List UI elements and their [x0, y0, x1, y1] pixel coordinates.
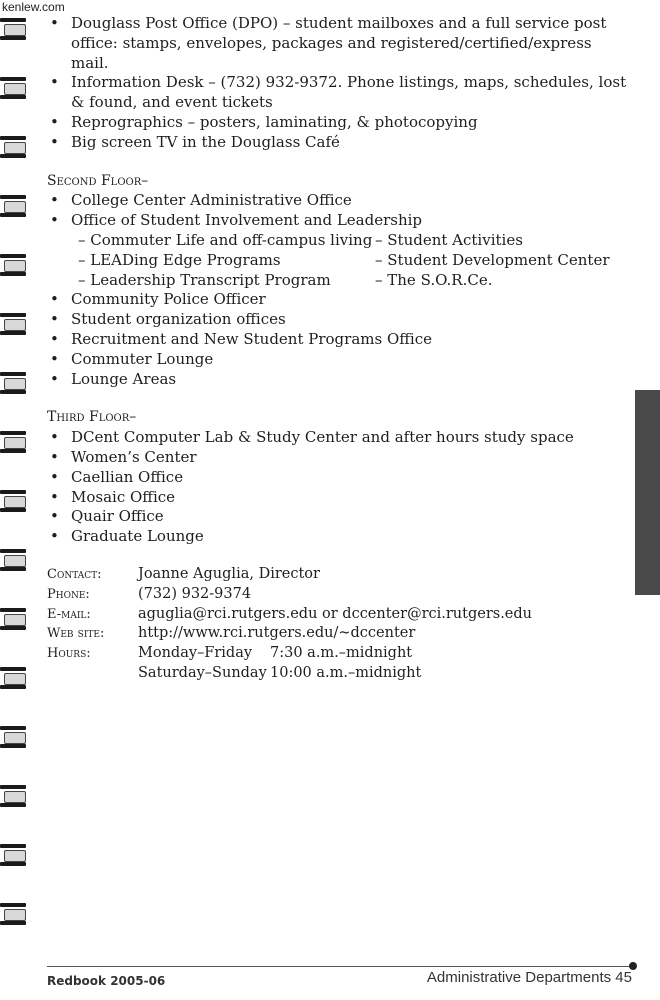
binding-coil: [0, 18, 28, 40]
list-item: • Lounge Areas: [47, 370, 627, 390]
binding-coil: [0, 549, 28, 571]
list-item: • Recruitment and New Student Programs Office: [47, 330, 627, 350]
email-value: aguglia@rci.rutgers.edu or dccenter@rci.rutgers.edu: [138, 605, 533, 622]
list-item: • Graduate Lounge: [47, 527, 627, 547]
binding-coil: [0, 844, 28, 866]
list-item: • Community Police Officer: [47, 290, 627, 310]
section-tab: [635, 390, 660, 595]
intro-list: [47, 14, 627, 153]
list-item: • Douglass Post Office (DPO) – student mailboxes and a full service post office: stamps, envelopes, packages and registered/certified/express mail.: [47, 14, 627, 73]
second-floor-list-continued: [47, 290, 627, 389]
footer-publication: Redbook 2005-06: [47, 974, 166, 988]
binding-coil: [0, 254, 28, 276]
list-item: • Student organization offices: [47, 310, 627, 330]
sub-item: – Commuter Life and off-campus living: [78, 230, 373, 249]
list-item: • Office of Student Involvement and Leadership: [47, 211, 627, 231]
hours-days: Saturday–Sunday: [138, 664, 267, 681]
watermark: kenlew.com: [2, 0, 65, 14]
list-item: • Big screen TV in the Douglass Café: [47, 133, 627, 153]
hours-label: Hours:: [47, 646, 91, 662]
list-item: • College Center Administrative Office: [47, 191, 627, 211]
sub-item: – Student Development Center: [375, 250, 610, 269]
page-content: [47, 14, 627, 684]
binding-coil: [0, 136, 28, 158]
binding-coil: [0, 490, 28, 512]
sub-item: – Student Activities: [375, 230, 523, 249]
binding-coil: [0, 313, 28, 335]
contact-value: Joanne Aguglia, Director: [138, 565, 320, 582]
binding-coil: [0, 431, 28, 453]
binding-coil: [0, 195, 28, 217]
web-label: Web site:: [47, 626, 105, 642]
binding-coil: [0, 726, 28, 748]
binding-coil: [0, 77, 28, 99]
phone-label: Phone:: [47, 586, 90, 602]
footer-rule: [47, 966, 632, 967]
list-item: • Women’s Center: [47, 448, 627, 468]
contact-label: Contact:: [47, 566, 102, 582]
third-floor-list: [47, 428, 627, 547]
binding-coil: [0, 608, 28, 630]
sub-item: – The S.O.R.Ce.: [375, 270, 493, 289]
spiral-binding: [0, 8, 32, 958]
list-item: • Information Desk – (732) 932-9372. Phone listings, maps, schedules, lost & found, and event tickets: [47, 73, 627, 113]
web-value: http://www.rci.rutgers.edu/~dccenter: [138, 625, 416, 642]
phone-value: (732) 932-9374: [138, 585, 252, 602]
list-item: • DCent Computer Lab & Study Center and after hours study space: [47, 428, 627, 448]
contact-block: [47, 565, 627, 684]
binding-coil: [0, 372, 28, 394]
list-item: • Caellian Office: [47, 468, 627, 488]
sub-item: – Leadership Transcript Program: [78, 270, 331, 289]
hours-time: 7:30 a.m.–midnight: [270, 645, 413, 662]
sub-item: – LEADing Edge Programs: [78, 250, 281, 269]
binding-coil: [0, 903, 28, 925]
hours-days: Monday–Friday: [138, 645, 253, 662]
third-floor-heading: Third Floor–: [47, 409, 137, 426]
footer-page-label: Administrative Departments 45: [426, 969, 632, 986]
list-item: • Mosaic Office: [47, 488, 627, 508]
list-item: • Reprographics – posters, laminating, & photocopying: [47, 113, 627, 133]
list-item: • Commuter Lounge: [47, 350, 627, 370]
binding-coil: [0, 785, 28, 807]
binding-coil: [0, 667, 28, 689]
second-floor-heading: Second Floor–: [47, 172, 149, 189]
second-floor-list: [47, 191, 627, 231]
list-item: • Quair Office: [47, 507, 627, 527]
hours-time: 10:00 a.m.–midnight: [270, 664, 422, 681]
email-label: E-mail:: [47, 606, 91, 622]
hours-table: [138, 644, 627, 684]
involvement-sub-list: [47, 231, 627, 290]
